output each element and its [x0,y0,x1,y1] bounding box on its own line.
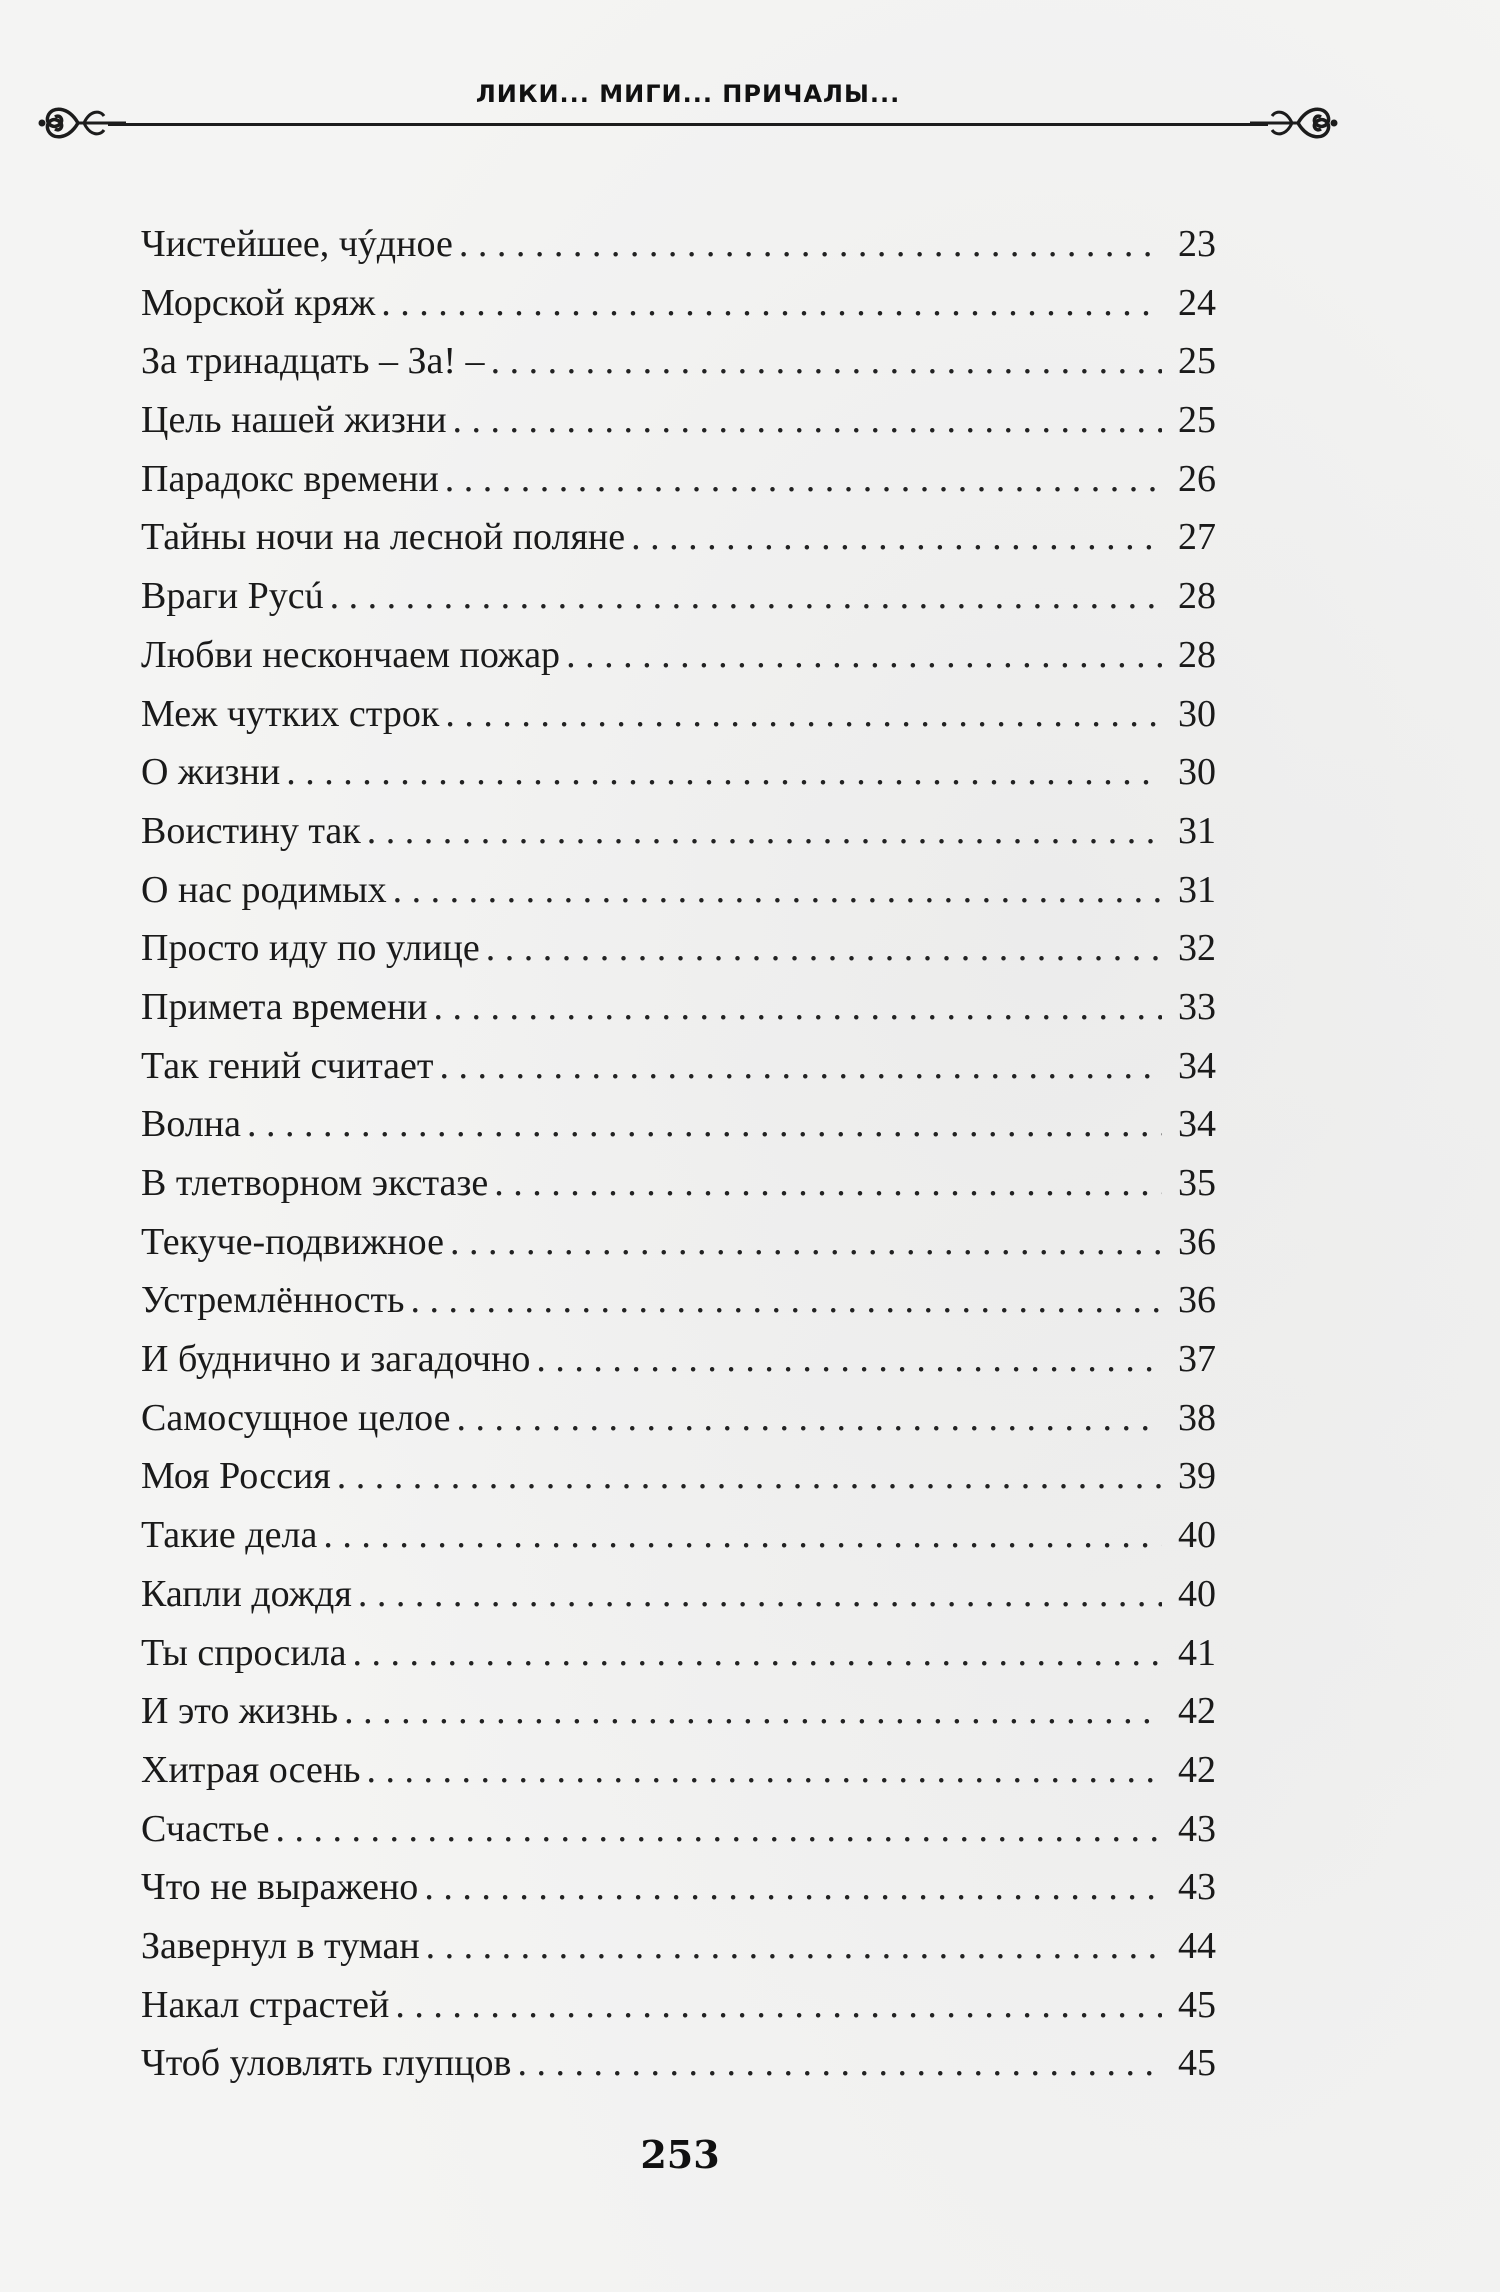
dot-leader [517,2034,1162,2093]
toc-entry-title: Парадокс времени [141,457,439,500]
toc-entry-title: Завернул в туман [141,1924,420,1967]
toc-entry-page: 32 [1178,927,1216,970]
toc-entry-title: Такие дела [141,1514,318,1557]
toc-entry [141,1741,1216,1800]
toc-entry-page: 40 [1178,1572,1216,1615]
toc-entry [141,1624,1216,1683]
toc-entry [141,391,1216,450]
toc-entry-page: 24 [1178,281,1216,324]
toc-entry-page: 31 [1178,868,1216,911]
toc-entry [141,332,1216,391]
toc-entry-title: Ты спросила [141,1631,347,1674]
dot-leader [457,1389,1163,1448]
page-number: 253 [640,2132,720,2177]
toc-entry-page: 34 [1178,1044,1216,1087]
toc-entry-page: 28 [1178,633,1216,676]
toc-entry-title: Воистину так [141,809,361,852]
toc-entry-title: Примета времени [141,985,428,1028]
toc-entry [141,1682,1216,1741]
dot-leader [358,1565,1162,1624]
toc-entry [141,802,1216,861]
toc-entry-title: Хитрая осень [141,1748,361,1791]
toc-entry-page: 40 [1178,1514,1216,1557]
toc-entry-title: Цель нашей жизни [141,399,447,442]
toc-entry-title: О нас родимых [141,868,387,911]
toc-entry-title: И буднично и загадочно [141,1338,531,1381]
toc-entry-title: И это жизнь [141,1690,339,1733]
toc-entry-page: 28 [1178,575,1216,618]
dot-leader [453,391,1162,450]
toc-entry-page: 31 [1178,809,1216,852]
dot-leader [337,1447,1162,1506]
toc-entry [141,1800,1216,1859]
toc-entry [141,1154,1216,1213]
toc-entry-page: 39 [1178,1455,1216,1498]
toc-entry-page: 30 [1178,751,1216,794]
toc-entry-page: 43 [1178,1807,1216,1850]
toc-entry [141,743,1216,802]
dot-leader [367,1741,1162,1800]
toc-entry [141,1213,1216,1272]
toc-entry-page: 25 [1178,399,1216,442]
toc-entry-title: Так гений считает [141,1044,434,1087]
toc-entry-title: Счастье [141,1807,270,1850]
toc-entry [141,567,1216,626]
dot-leader [344,1682,1162,1741]
dot-leader [440,1037,1162,1096]
toc-entry-page: 43 [1178,1866,1216,1909]
toc-entry [141,1447,1216,1506]
toc-entry [141,978,1216,1037]
toc-entry [141,1330,1216,1389]
toc-entry-page: 26 [1178,457,1216,500]
dot-leader [393,861,1162,920]
dot-leader [367,802,1162,861]
dot-leader [286,743,1162,802]
toc-entry [141,626,1216,685]
toc-entry [141,215,1216,274]
dot-leader [491,332,1162,391]
toc-entry [141,274,1216,333]
toc-entry [141,1506,1216,1565]
toc-entry-page: 27 [1178,516,1216,559]
toc-entry-page: 44 [1178,1924,1216,1967]
toc-entry-title: Тайны ночи на лесной поляне [141,516,626,559]
toc-entry [141,1858,1216,1917]
toc-entry-page: 37 [1178,1338,1216,1381]
table-of-contents [141,215,1216,2093]
dot-leader [426,1917,1162,1976]
toc-entry-title: Морской кряж [141,281,376,324]
toc-entry-page: 23 [1178,223,1216,265]
dot-leader [276,1800,1163,1859]
dot-leader [450,1213,1162,1272]
toc-entry-title: В тлетворном экстазе [141,1162,489,1204]
dot-leader [323,1506,1162,1565]
dot-leader [395,1976,1162,2035]
toc-entry-title: Враги Русú [141,575,324,618]
toc-entry-title: Что не выражено [141,1866,419,1909]
toc-entry-page: 36 [1178,1220,1216,1263]
toc-entry-title: О жизни [141,751,281,794]
running-head-title: ЛИКИ... МИГИ... ПРИЧАЛЫ... [475,80,901,108]
dot-leader [424,1858,1162,1917]
toc-entry [141,1976,1216,2035]
dot-leader [247,1095,1162,1154]
toc-entry-title: Просто иду по улице [141,927,480,970]
toc-entry-page: 42 [1178,1690,1216,1733]
toc-entry-page: 25 [1178,340,1216,383]
dot-leader [486,919,1162,978]
toc-entry-page: 35 [1178,1162,1216,1204]
toc-entry-title: Моя Россия [141,1455,331,1498]
toc-entry-title: Чтоб уловлять глупцов [141,2042,512,2085]
dot-leader [330,567,1162,626]
dot-leader [445,450,1162,509]
dot-leader [381,274,1162,333]
toc-entry [141,1917,1216,1976]
dot-leader [566,626,1162,685]
toc-entry-page: 45 [1178,2042,1216,2085]
toc-entry [141,450,1216,509]
toc-entry-page: 45 [1178,1983,1216,2026]
dot-leader [536,1330,1162,1389]
toc-entry-title: Устремлённость [141,1279,405,1322]
toc-entry [141,2034,1216,2093]
toc-entry-page: 41 [1178,1631,1216,1674]
toc-entry-title: Чистейшее, чýдное [141,223,453,265]
toc-entry [141,861,1216,920]
toc-entry-page: 36 [1178,1279,1216,1322]
scroll-flourish-icon [1248,92,1338,152]
toc-entry-title: Волна [141,1103,242,1146]
toc-entry-title: Любви нескончаем пожар [141,633,561,676]
toc-entry [141,919,1216,978]
toc-entry [141,1565,1216,1624]
toc-entry-title: Накал страстей [141,1983,390,2026]
header-rule [108,123,1268,126]
toc-entry-title: За тринадцать – За! – [141,340,485,383]
toc-entry-title: Самосущное целое [141,1396,451,1439]
toc-entry-title: Текуче-подвижное [141,1220,444,1263]
dot-leader [410,1271,1162,1330]
toc-entry [141,685,1216,744]
toc-entry [141,508,1216,567]
dot-leader [494,1154,1162,1213]
toc-entry-page: 38 [1178,1396,1216,1439]
toc-entry-title: Капли дождя [141,1572,352,1615]
dot-leader [459,215,1162,274]
toc-entry-page: 42 [1178,1748,1216,1791]
dot-leader [631,508,1162,567]
toc-entry-page: 30 [1178,692,1216,735]
dot-leader [434,978,1162,1037]
dot-leader [353,1624,1162,1683]
dot-leader [445,685,1162,744]
toc-entry-page: 33 [1178,985,1216,1028]
toc-entry [141,1037,1216,1096]
running-header [38,78,1338,138]
toc-entry-title: Меж чутких строк [141,692,440,735]
toc-entry [141,1271,1216,1330]
toc-entry [141,1095,1216,1154]
toc-entry [141,1389,1216,1448]
toc-entry-page: 34 [1178,1103,1216,1146]
